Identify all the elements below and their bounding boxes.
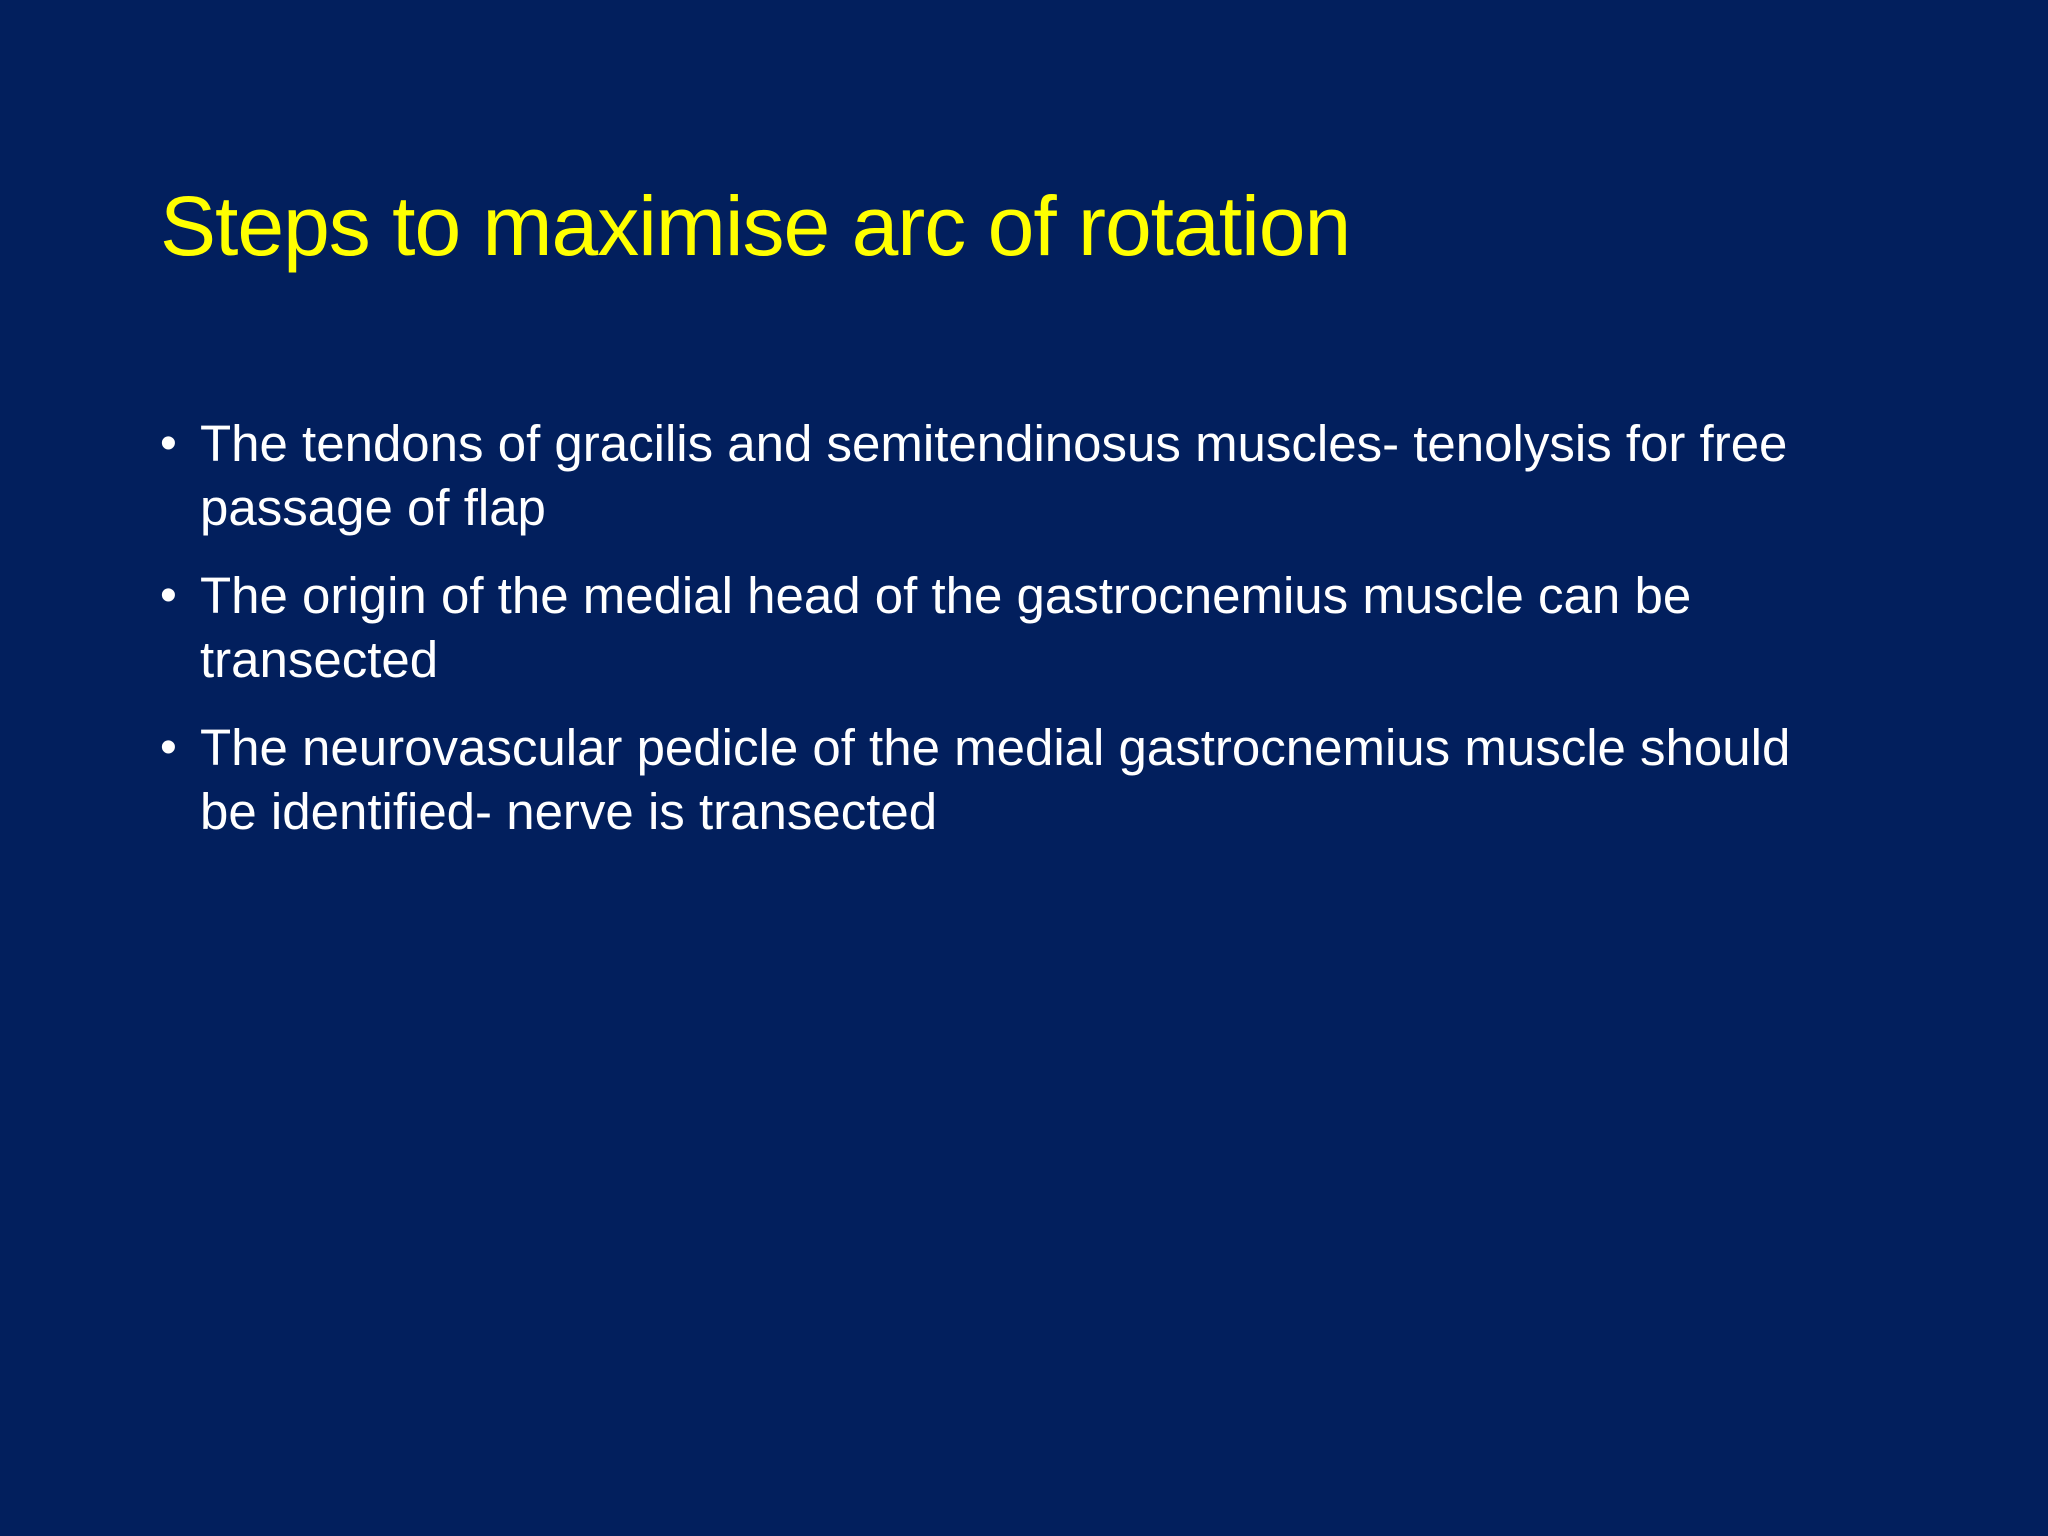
slide-title: Steps to maximise arc of rotation [160,179,1351,273]
bullet-icon: • [160,569,177,622]
bullet-icon: • [160,417,177,470]
bullet-text: The neurovascular pedicle of the medial gastrocnemius muscle should be identified- nerve is transected [200,719,1791,840]
bullet-list [160,412,1860,868]
bullet-item-tenolysis [160,412,1860,540]
bullet-item-medial-head-origin [160,564,1860,692]
bullet-icon: • [160,721,177,774]
bullet-text: The tendons of gracilis and semitendinosus muscles- tenolysis for free passage of flap [200,415,1788,536]
bullet-item-neurovascular-pedicle [160,716,1860,844]
bullet-text: The origin of the medial head of the gastrocnemius muscle can be transected [200,567,1692,688]
